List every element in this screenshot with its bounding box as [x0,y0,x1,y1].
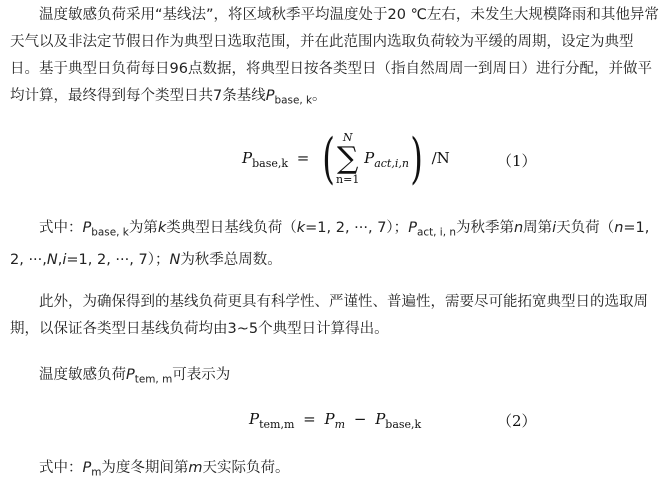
para1-line1: 温度敏感负荷采用“基线法”，将区域秋季平均温度处于20 ℃左右，未发生大规模降 [39,7,572,23]
where2-text2: 天实际负荷。 [202,460,290,476]
where2-prefix: 式中： [39,460,83,476]
where1-line2a: 负荷（ [570,220,615,236]
para3-end: 可表示为 [172,367,231,383]
formula1-equals: = [296,149,310,167]
where1-text5: 周第 [523,220,553,236]
paragraph-extend-period [10,289,660,343]
where1-n: n [513,220,524,236]
where2-m: m [188,460,203,476]
where1-text1: 为第 [128,220,158,236]
where1-var1: P [82,220,92,236]
para2-line1: 此外，为确保得到的基线负荷更具有科学性、严谨性、普遍性，需要尽可能拓宽典型 [39,294,576,310]
where1-line2b: =1, 2, ···, [10,220,650,268]
para3-text: 温度敏感负荷 [39,367,126,383]
equation-number-2: （2） [497,412,537,430]
where1-text3: =1, 2, ···, 7）； [305,220,409,236]
subscript-base-k: base, k [274,94,313,107]
where1-N2: N [169,251,181,268]
where1-var2-sub: act, i, n [416,226,456,239]
sum-upper-limit: N [342,131,353,144]
para3-var: P [126,367,135,383]
where1-var2: P [408,220,417,236]
left-paren: ( [322,127,336,190]
where2-text1: 为度冬期间第 [101,460,189,476]
formula2-minus: − [353,410,367,428]
where1-line2e: 为秋季总周数。 [180,251,282,268]
para1-end: 。 [312,88,327,104]
sum-symbol: ∑ [336,141,359,176]
para1-line4: 然周周一到周日）进行分配，并做平均计算，最终得到每个类型日共7条基线 [10,61,652,104]
where1-line2c: , [57,251,63,268]
where1-n2: n [614,220,624,236]
where1-text2: 类典型日基线负荷（ [166,220,297,236]
where1-N: N [46,251,58,268]
formula2-rhs2-var: P [375,410,386,428]
where1-prefix: 式中： [39,220,83,236]
var-p: P [265,88,275,104]
sum-lower-limit: n=1 [336,173,360,186]
para1-line2: 雨和其他异常天气以及非法定节假日作为典型日选取范围，并在此范围内选取负荷较为平 [10,7,659,50]
where1-i: i [552,220,557,236]
equation-number-1: （1） [497,152,537,170]
para3-sub: tem, m [134,373,173,386]
where1-text4: 为秋季第 [455,220,514,236]
formula1-term-var: P [364,149,375,167]
formula1-term-sub: act,i,n [374,157,409,170]
formula-2 [249,410,421,431]
where1-text6: 天 [556,220,571,236]
where-clause-1 [10,215,660,274]
formula-1 [242,127,450,190]
para1-line3: 缓的周期，设定为典型日。基于典型日负荷每日96点数据，将典型日按各类型日（指自 [10,34,634,77]
where2-sub: m [91,466,102,479]
right-paren: ) [409,127,423,190]
where1-k: k [157,220,167,236]
where1-k2: k [296,220,306,236]
formula1-tail: /N [431,149,450,167]
formula2-equals: = [303,410,316,428]
summation [336,132,359,186]
formula1-lhs-var: P [242,149,253,167]
para2-line2: 日的选取周期，以保证各类型日基线负荷均由3~5个典型日计算得出。 [10,294,648,337]
where2-var: P [82,460,92,476]
formula2-rhs2-sub: base,k [385,418,422,431]
paragraph-temperature-load [10,362,660,394]
paragraph-baseline-method [10,2,660,115]
where1-line2d: =1, 2, ···, 7）； [66,251,170,268]
where-clause-2 [10,455,660,487]
formula2-rhs1-sub: m [334,418,346,431]
formula2-lhs-sub: tem,m [259,418,295,431]
formula2-rhs1-var: P [324,410,335,428]
where1-var1-sub: base, k [91,226,129,239]
formula2-lhs-var: P [249,410,260,428]
where1-i2: i [62,251,67,268]
formula1-lhs-sub: base,k [252,157,289,170]
